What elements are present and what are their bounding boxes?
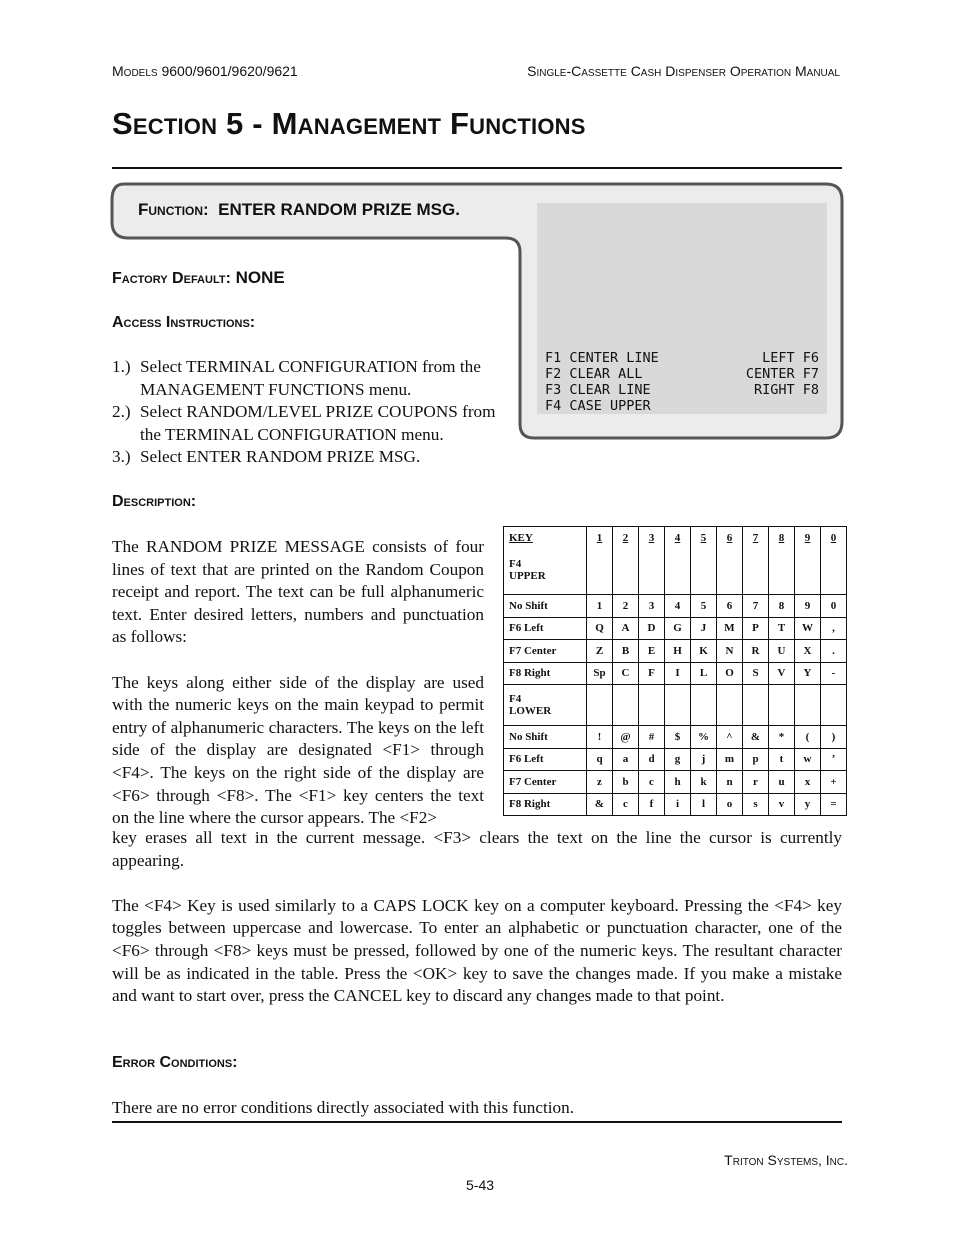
row-label: No Shift [504, 595, 587, 618]
table-cell: v [769, 793, 795, 816]
table-cell: T [769, 617, 795, 640]
errors-heading: Error Conditions: [112, 1054, 238, 1071]
key-col-header: 7 [743, 527, 769, 595]
table-cell: G [665, 617, 691, 640]
table-cell: ’ [821, 748, 847, 771]
header-models-numbers: 9600/9601/9620/9621 [161, 63, 298, 79]
description-narrow [112, 536, 484, 830]
row-label: F8 Right [504, 662, 587, 685]
display-line-2-right: CENTER F7 [745, 366, 819, 382]
table-cell: f [639, 793, 665, 816]
description-paragraph-2-part-2: key erases all text in the current message. <F3> clears the text on the line the cursor is currently appearing. [112, 828, 842, 870]
display-line-4 [545, 398, 819, 414]
table-cell: x [795, 771, 821, 794]
table-cell: + [821, 771, 847, 794]
display-line-1 [545, 350, 819, 366]
key-col-header: 8 [769, 527, 795, 595]
table-cell: k [691, 771, 717, 794]
terminal-display [537, 203, 827, 414]
bottom-rule [112, 1121, 842, 1123]
table-cell: 7 [743, 595, 769, 618]
table-cell: b [613, 771, 639, 794]
table-cell: y [795, 793, 821, 816]
table-cell: j [691, 748, 717, 771]
table-cell: X [795, 640, 821, 663]
display-line-3 [545, 382, 819, 398]
table-cell: 3 [639, 595, 665, 618]
table-row [504, 617, 847, 640]
lower-label: F4 LOWER [509, 693, 552, 717]
title-rule [112, 167, 842, 169]
function-title [138, 200, 460, 220]
display-line-3-left: F3 CLEAR LINE [545, 382, 651, 398]
display-line-1-left: F1 CENTER LINE [545, 350, 659, 366]
table-cell: w [795, 748, 821, 771]
table-cell: ( [795, 726, 821, 749]
table-cell: u [769, 771, 795, 794]
table-cell: a [613, 748, 639, 771]
table-cell: O [717, 662, 743, 685]
key-col-header: 1 [587, 527, 613, 595]
access-step-1 [112, 356, 516, 401]
display-line-2 [545, 366, 819, 382]
table-header-row [504, 527, 847, 595]
table-row [504, 748, 847, 771]
table-cell: p [743, 748, 769, 771]
key-mapping-table [503, 526, 847, 816]
table-header-label [504, 527, 587, 595]
table-cell: c [613, 793, 639, 816]
table-cell: Sp [587, 662, 613, 685]
description-paragraph-1: The RANDOM PRIZE MESSAGE consists of four lines of text that are printed on the Random Coupon receipt and report. The text can be full alphanumeric text. Enter desired letters, numbers and punctuation as follows: [112, 537, 484, 647]
table-cell: % [691, 726, 717, 749]
table-cell: i [665, 793, 691, 816]
row-label: F7 Center [504, 771, 587, 794]
access-heading: Access Instructions: [112, 314, 256, 331]
table-cell: M [717, 617, 743, 640]
table-cell: 1 [587, 595, 613, 618]
step-number: 1.) [112, 357, 131, 376]
table-row [504, 640, 847, 663]
table-cell: d [639, 748, 665, 771]
key-col-header: 6 [717, 527, 743, 595]
table-cell: n [717, 771, 743, 794]
key-col-header: 3 [639, 527, 665, 595]
table-cell: * [769, 726, 795, 749]
header-manual-title: Single-Cassette Cash Dispenser Operation Manual [527, 63, 840, 79]
table-cell: - [821, 662, 847, 685]
table-cell: ) [821, 726, 847, 749]
footer-company: Triton Systems, Inc. [724, 1152, 848, 1168]
section-title: Section 5 - Management Functions [112, 106, 586, 141]
table-cell: U [769, 640, 795, 663]
table-cell: 4 [665, 595, 691, 618]
table-cell: @ [613, 726, 639, 749]
table-cell: # [639, 726, 665, 749]
table-cell: 8 [769, 595, 795, 618]
table-cell: l [691, 793, 717, 816]
function-label: Function: [138, 200, 209, 219]
table-cell: 6 [717, 595, 743, 618]
step-number: 2.) [112, 402, 131, 422]
table-row [504, 595, 847, 618]
upper-rows [504, 595, 847, 685]
table-cell: E [639, 640, 665, 663]
table-cell: , [821, 617, 847, 640]
table-cell: L [691, 662, 717, 685]
table-cell: B [613, 640, 639, 663]
step-text: Select TERMINAL CONFIGURATION from the MANAGEMENT FUNCTIONS menu. [140, 357, 481, 399]
factory-default-value: NONE [235, 268, 285, 287]
table-cell: r [743, 771, 769, 794]
table-cell: ! [587, 726, 613, 749]
row-label: F7 Center [504, 640, 587, 663]
table-cell: 2 [613, 595, 639, 618]
factory-default [112, 268, 285, 288]
row-label: F8 Right [504, 793, 587, 816]
table-cell: 5 [691, 595, 717, 618]
errors-text: There are no error conditions directly associated with this function. [112, 1098, 575, 1117]
table-cell: Y [795, 662, 821, 685]
table-cell: I [665, 662, 691, 685]
header-models [112, 63, 298, 79]
description-wide [112, 827, 842, 1008]
table-cell: g [665, 748, 691, 771]
lower-label-cell [504, 685, 587, 726]
table-row [504, 771, 847, 794]
key-col-header: 0 [821, 527, 847, 595]
key-col-header: 5 [691, 527, 717, 595]
description-paragraph-2-part-1: The keys along either side of the display are used with the numeric keys on the main keypad to permit entry of alphanumeric characters. The keys on the left side of the display are designated <F1> through <F4>. The keys on the right side of the display are <F6> through <F8>. The <F1> key centers the text on the line where the cursor appears. The <F2> [112, 672, 484, 828]
access-step-3 [112, 446, 516, 469]
table-cell: C [613, 662, 639, 685]
description-paragraph-3: The <F4> Key is used similarly to a CAPS LOCK key on a computer keyboard. Pressing the <F4> key toggles between uppercase and lowercase. To enter an alphabetic or punctuation character, one of the <F6> through <F8> keys must be pressed, followed by one of the numeric keys. The resultant character will be as indicated in the table. Press the <OK> key to save the changes made. If you make a mistake and want to start over, press the CANCEL key to discard any changes made to that point. [112, 895, 842, 1006]
footer-page-number: 5-43 [466, 1177, 495, 1193]
table-cell: m [717, 748, 743, 771]
key-col-header: 4 [665, 527, 691, 595]
table-cell: q [587, 748, 613, 771]
display-line-4-left: F4 CASE UPPER [545, 398, 651, 414]
access-step-2 [112, 401, 516, 446]
table-cell: 9 [795, 595, 821, 618]
table-cell: S [743, 662, 769, 685]
lower-label-row [504, 685, 847, 726]
table-cell: N [717, 640, 743, 663]
lower-rows [504, 726, 847, 816]
factory-default-label: Factory Default: [112, 270, 231, 287]
display-line-3-right: RIGHT F8 [753, 382, 819, 398]
table-cell: & [743, 726, 769, 749]
table-cell: c [639, 771, 665, 794]
table-row [504, 726, 847, 749]
display-line-1-right: LEFT F6 [762, 350, 819, 366]
description-heading: Description: [112, 493, 197, 510]
table-cell: Z [587, 640, 613, 663]
table-cell: F [639, 662, 665, 685]
table-cell: D [639, 617, 665, 640]
table-cell: V [769, 662, 795, 685]
row-label: F6 Left [504, 617, 587, 640]
table-cell: R [743, 640, 769, 663]
table-row [504, 662, 847, 685]
table-row [504, 793, 847, 816]
table-cell: A [613, 617, 639, 640]
upper-label: F4 UPPER [509, 558, 546, 582]
step-text: Select ENTER RANDOM PRIZE MSG. [140, 447, 421, 467]
table-cell: = [821, 793, 847, 816]
function-name: ENTER RANDOM PRIZE MSG. [218, 200, 460, 219]
table-cell: o [717, 793, 743, 816]
table-cell: K [691, 640, 717, 663]
access-steps [112, 356, 516, 469]
table-cell: s [743, 793, 769, 816]
step-number: 3.) [112, 447, 131, 467]
table-cell: ^ [717, 726, 743, 749]
table-cell: H [665, 640, 691, 663]
table-cell: t [769, 748, 795, 771]
table-cell: Q [587, 617, 613, 640]
key-header: KEY [509, 532, 533, 544]
display-line-2-left: F2 CLEAR ALL [545, 366, 643, 382]
table-cell: z [587, 771, 613, 794]
table-cell: & [587, 793, 613, 816]
row-label: No Shift [504, 726, 587, 749]
header-models-prefix: Models [112, 63, 158, 79]
table-cell: $ [665, 726, 691, 749]
table-cell: W [795, 617, 821, 640]
table-cell: h [665, 771, 691, 794]
table-cell: J [691, 617, 717, 640]
step-text: Select RANDOM/LEVEL PRIZE COUPONS from the TERMINAL CONFIGURATION menu. [140, 402, 496, 444]
table-cell: P [743, 617, 769, 640]
row-label: F6 Left [504, 748, 587, 771]
key-col-header: 2 [613, 527, 639, 595]
key-col-header: 9 [795, 527, 821, 595]
table-cell: . [821, 640, 847, 663]
table-cell: 0 [821, 595, 847, 618]
